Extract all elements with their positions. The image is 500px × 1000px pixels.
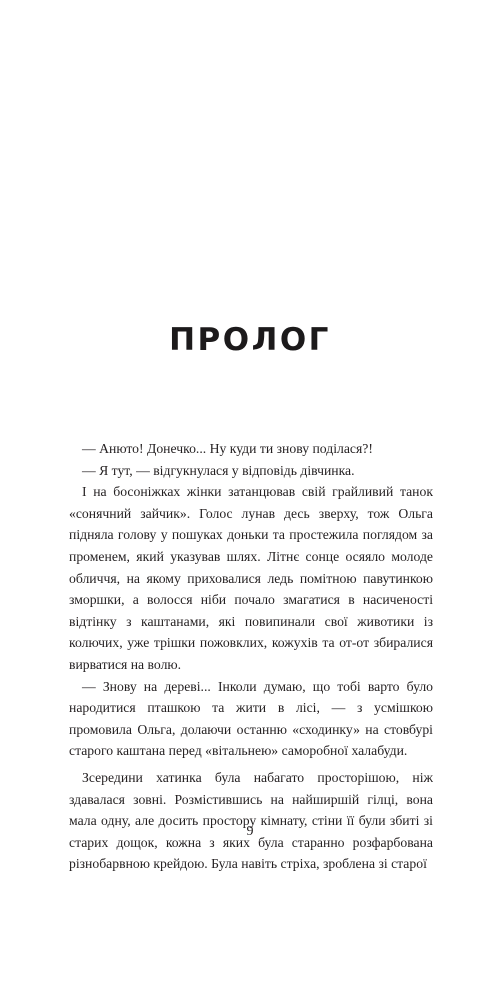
paragraph: І на босоніжках жінки затанцював свій грайливий танок «сонячний зайчик». Голос лунав десь зверху, тож Ольга підняла голову у пошуках доньки та простежила поглядом за променем, який указував шлях. Літнє сонце осяяло молоде обличчя, на якому приховалися ледь помітною павутинкою зморшки, а волосся ніби почало змагатися в насиченості відтінку з каштанами, які повипинали свої животики із колючих, уже трішки пожовклих, кожухів та от-от збиралися вирватися на волю. <box>69 484 433 672</box>
chapter-title: ПРОЛОГ <box>169 322 331 358</box>
paragraph: Зсередини хатинка була набагато просторішою, ніж здавалася зовні. Розмістившись на найширшій гілці, вона мала одну, але досить простору кімнату, стіни її були збиті зі старих дощок, кожна з яких була старанно розфарбована різнобарвною крейдою. Була навіть стріха, зроблена зі старої <box>69 769 433 872</box>
body-text <box>69 438 433 875</box>
paragraph: — Знову на дереві... Інколи думаю, що тобі варто було народитися пташкою та жити в лісі, — з усмішкою промовила Ольга, долаючи останню «сходинку» на стовбурі старого каштана перед «вітальнею» саморобної халабуди. <box>69 678 433 759</box>
paragraph: — Я тут, — відгукнулася у відповідь дівчинка. <box>82 462 355 478</box>
paragraph: — Анюто! Донечко... Ну куди ти знову поділася?! <box>82 441 373 456</box>
page-number: 9 <box>246 824 254 839</box>
